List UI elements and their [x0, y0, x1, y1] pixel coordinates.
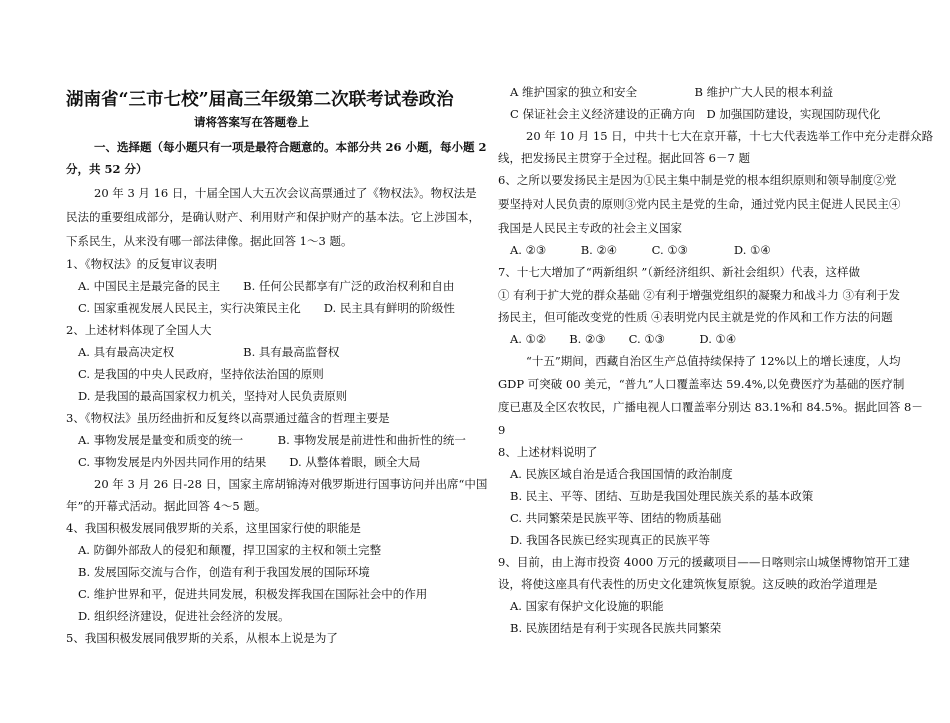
exam-subtitle: 请将答案写在答题卷上: [194, 115, 309, 129]
material-text: 下系民生，从来没有哪一部法律像。据此回答 1～3 题。: [66, 234, 353, 248]
material-text: GDP 可突破 00 美元，“普九”人口覆盖率达 59.4%,以免费医疗为基础的医疗制: [498, 377, 905, 391]
question-7: 扬民主，但可能改变党的性质 ④表明党内民主就是党的作风和工作方法的问题: [498, 310, 893, 324]
question-6: 6、之所以要发扬民主是因为①民主集中制是党的根本组织原则和领导制度②党: [498, 173, 897, 187]
question-4-option-d: D. 组织经济建设，促进社会经济的发展。: [78, 609, 290, 623]
material-text: “十五”期间，西藏自治区生产总值持续保持了 12%以上的增长速度，人均: [526, 354, 901, 368]
question-9-option-a: A. 国家有保护文化设施的职能: [510, 599, 664, 613]
question-7: 7、十七大增加了“两新组织 ”（新经济组织、新社会组织）代表，这样做: [498, 265, 860, 279]
material-text: 民法的重要组成部分，是确认财产、利用财产和保护财产的基本法。它上涉国本，: [66, 210, 480, 224]
material-text: 20 年 3 月 16 日，十届全国人大五次会议高票通过了《物权法》。物权法是: [94, 186, 477, 200]
question-8-option-a: A. 民族区域自治是适合我国国情的政治制度: [510, 467, 733, 481]
question-7: ① 有利于扩大党的群众基础 ②有利于增强党组织的凝聚力和战斗力 ③有利于发: [498, 288, 900, 302]
question-5-options: A 维护国家的独立和安全 B 维护广大人民的根本利益: [510, 85, 834, 99]
material-text: 20 年 3 月 26 日-28 日，国家主席胡锦涛对俄罗斯进行国事访问并出席“中国: [94, 477, 488, 491]
question-7-options: A. ①② B. ②③ C. ①③ D. ①④: [510, 332, 737, 346]
material-text: 线，把发扬民主贯穿于全过程。据此回答 6－7 题: [498, 151, 750, 165]
exam-title: 湖南省“三市七校”届高三年级第二次联考试卷政治: [66, 90, 454, 110]
question-3: 3、《物权法》虽历经曲折和反复终以高票通过蕴含的哲理主要是: [66, 411, 390, 425]
question-5: 5、我国积极发展同俄罗斯的关系，从根本上说是为了: [66, 631, 338, 645]
question-8: 8、上述材料说明了: [498, 445, 598, 459]
question-4: 4、我国积极发展同俄罗斯的关系，这里国家行使的职能是: [66, 521, 361, 535]
question-6: 我国是人民民主专政的社会主义国家: [498, 221, 682, 235]
section-heading: 一、选择题（每小题只有一项是最符合题意的。本部分共 26 小题，每小题 2: [94, 140, 487, 154]
question-1: 1、《物权法》的反复审议表明: [66, 257, 218, 271]
question-6-options: A. ②③ B. ②④ C. ①③ D. ①④: [510, 243, 771, 257]
section-heading-cont: 分，共 52 分）: [66, 162, 148, 176]
question-6: 要坚持对人民负责的原则③党内民主是党的生命，通过党内民主促进人民民主④: [498, 197, 901, 211]
material-text: 9: [498, 423, 506, 437]
material-text: 年”的开幕式活动。据此回答 4～5 题。: [66, 499, 267, 513]
question-2: 2、上述材料体现了全国人大: [66, 323, 212, 337]
question-4-option-b: B. 发展国际交流与合作，创造有利于我国发展的国际环境: [78, 565, 370, 579]
question-3-options: A. 事物发展是量变和质变的统一 B. 事物发展是前进性和曲折性的统一: [78, 433, 466, 447]
question-3-options: C. 事物发展是内外因共同作用的结果 D. 从整体着眼，顾全大局: [78, 455, 421, 469]
question-1-options: A. 中国民主是最完备的民主 B. 任何公民都享有广泛的政治权利和自由: [78, 279, 455, 293]
question-4-option-c: C. 维护世界和平，促进共同发展，积极发挥我国在国际社会中的作用: [78, 587, 428, 601]
material-text: 20 年 10 月 15 日，中共十七大在京开幕，十七大代表选举工作中充分走群众路: [526, 129, 934, 143]
question-1-options: C. 国家重视发展人民民主，实行决策民主化 D. 民主具有鲜明的阶级性: [78, 301, 455, 315]
question-8-option-c: C. 共同繁荣是民族平等、团结的物质基础: [510, 511, 722, 525]
question-5-options: C 保证社会主义经济建设的正确方向 D 加强国防建设，实现国防现代化: [510, 107, 881, 121]
question-9: 9、目前，由上海市投资 4000 万元的援藏项目——日喀则宗山城堡博物馆开工建: [498, 555, 910, 569]
question-2-option-c: C. 是我国的中央人民政府，坚持依法治国的原则: [78, 367, 324, 381]
question-8-option-b: B. 民主、平等、团结、互助是我国处理民族关系的基本政策: [510, 489, 814, 503]
material-text: 度已惠及全区农牧民，广播电视人口覆盖率分别达 83.1%和 84.5%。据此回答 8－: [498, 400, 923, 414]
question-9: 设，将使这座具有代表性的历史文化建筑恢复原貌。这反映的政治学道理是: [498, 577, 878, 591]
question-4-option-a: A. 防御外部敌人的侵犯和颠覆，捍卫国家的主权和领土完整: [78, 543, 382, 557]
question-9-option-b: B. 民族团结是有利于实现各民族共同繁荣: [510, 621, 722, 635]
question-2-option-d: D. 是我国的最高国家权力机关，坚持对人民负责原则: [78, 389, 348, 403]
question-8-option-d: D. 我国各民族已经实现真正的民族平等: [510, 533, 711, 547]
question-2-options: A. 具有最高决定权 B. 具有最高监督权: [78, 345, 340, 359]
